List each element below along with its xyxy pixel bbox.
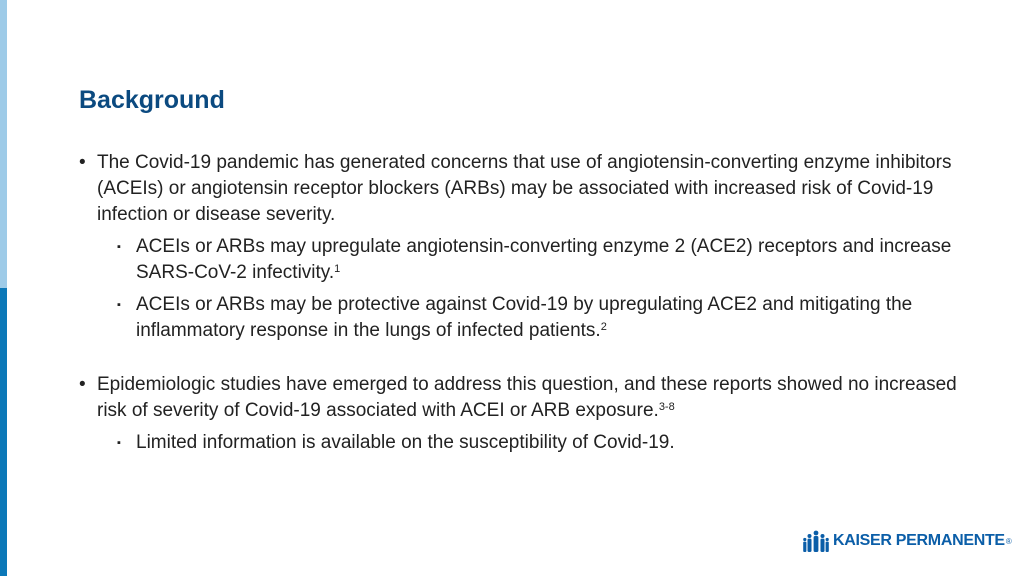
footnote-ref: 1	[334, 263, 341, 275]
sub-bullet-2-1	[79, 430, 979, 456]
sub-bullet-1-1	[79, 234, 979, 286]
sub-bullet-1-1-text: ACEIs or ARBs may upregulate angiotensin-converting enzyme 2 (ACE2) receptors and increase SARS-CoV-2 infectivity.	[136, 236, 952, 283]
sub-bullet-2-1-text: Limited information is available on the susceptibility of Covid-19.	[136, 432, 675, 453]
bullet-marker: •	[79, 374, 86, 395]
slide-title: Background	[79, 86, 225, 114]
bullet-2	[79, 372, 979, 424]
kaiser-permanente-logo	[803, 530, 1012, 552]
sidebar-accent-light	[0, 0, 7, 288]
sub-bullet-marker: ▪	[117, 437, 121, 449]
bullet-2-text: Epidemiologic studies have emerged to address this question, and these reports showed no increased risk of severity of Covid-19 associated with ACEI or ARB exposure.	[97, 374, 957, 421]
sub-bullet-marker: ▪	[117, 299, 121, 311]
logo-text: KAISER PERMANENTE	[833, 532, 1005, 549]
bullet-1	[79, 150, 979, 228]
bullet-marker: •	[79, 152, 86, 173]
sub-bullet-1-2	[79, 292, 979, 344]
sub-bullet-1-2-text: ACEIs or ARBs may be protective against Covid-19 by upregulating ACE2 and mitigating the inflammatory response in the lungs of infected patients.	[136, 294, 913, 341]
registered-mark: ®	[1005, 536, 1012, 546]
footnote-ref: 3-8	[658, 401, 675, 413]
footnote-ref: 2	[600, 321, 607, 333]
kaiser-people-icon	[803, 530, 829, 552]
bullet-1-text: The Covid-19 pandemic has generated concerns that use of angiotensin-converting enzyme inhibitors (ACEIs) or angiotensin receptor blockers (ARBs) may be associated with increased risk of Covid-19 infection or disease severity.	[97, 152, 952, 225]
slide-content	[79, 150, 979, 456]
sidebar-accent-dark	[0, 288, 7, 576]
sub-bullet-marker: ▪	[117, 241, 121, 253]
